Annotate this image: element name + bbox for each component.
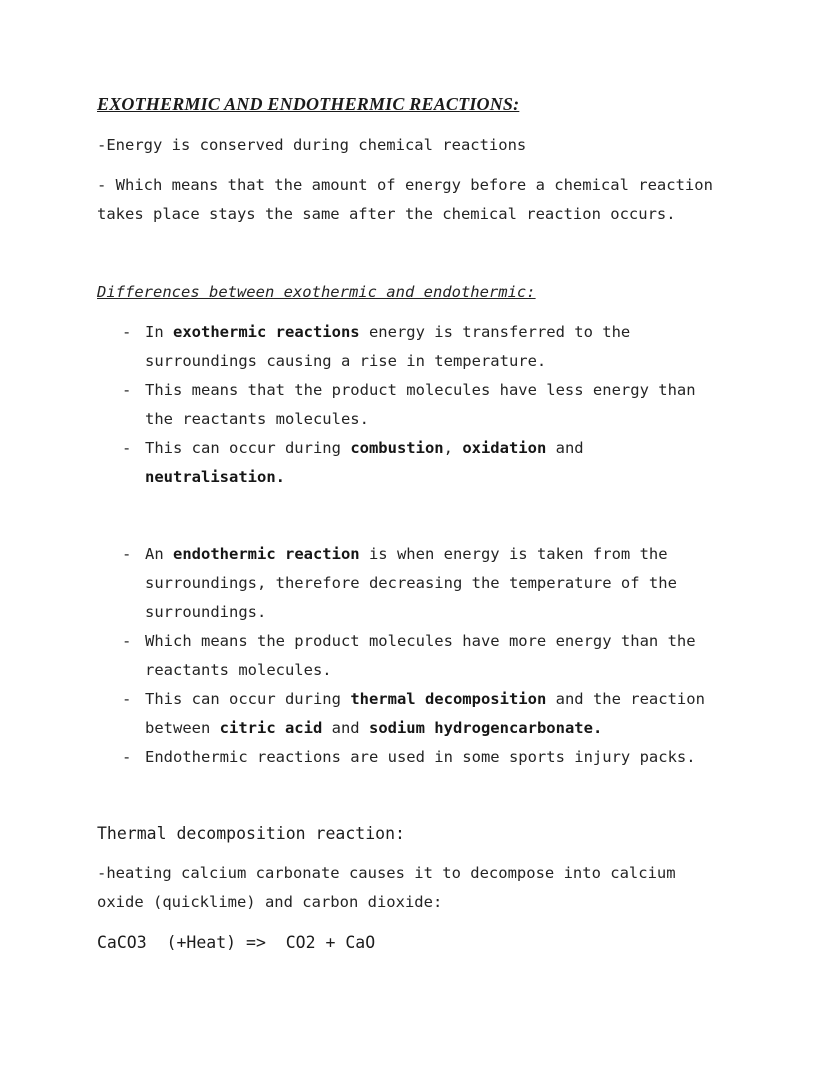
text-segment: and bbox=[546, 439, 584, 457]
list-item-text bbox=[145, 434, 723, 492]
list-item-text bbox=[145, 743, 723, 772]
bold-text-segment: oxidation bbox=[462, 439, 547, 457]
text-segment: and the reaction between bbox=[145, 690, 705, 737]
thermal-heading: Thermal decomposition reaction: bbox=[97, 824, 405, 843]
bold-text-segment: sodium hydrogencarbonate. bbox=[368, 719, 603, 737]
text-segment: , bbox=[443, 439, 463, 457]
intro-line-2: - Which means that the amount of energy before a chemical reaction takes place stays the same after the chemical reaction occurs. bbox=[97, 176, 713, 223]
text-segment: An bbox=[145, 545, 173, 563]
list-item-text bbox=[145, 685, 723, 743]
list-item-text bbox=[145, 540, 723, 627]
text-segment: is when energy is taken from the surroundings, therefore decreasing the temperature of the surroundings. bbox=[145, 545, 677, 621]
exothermic-list bbox=[97, 318, 726, 492]
dash-bullet: - bbox=[122, 632, 132, 650]
list-item-text bbox=[145, 376, 723, 434]
dash-bullet: - bbox=[122, 381, 132, 399]
endothermic-list bbox=[97, 540, 726, 772]
bold-text-segment: exothermic reactions bbox=[173, 323, 360, 341]
bold-text-segment: neutralisation. bbox=[145, 468, 285, 486]
list-item bbox=[122, 318, 726, 376]
text-segment: Endothermic reactions are used in some sports injury packs. bbox=[145, 748, 696, 766]
bold-text-segment: citric acid bbox=[219, 719, 323, 737]
dash-bullet: - bbox=[122, 323, 132, 341]
list-item bbox=[122, 685, 726, 743]
page-title: EXOTHERMIC AND ENDOTHERMIC REACTIONS: bbox=[97, 94, 520, 114]
bold-text-segment: thermal decomposition bbox=[350, 690, 547, 708]
text-segment: Which means the product molecules have more energy than the reactants molecules. bbox=[145, 632, 696, 679]
dash-bullet: - bbox=[122, 690, 132, 708]
dash-bullet: - bbox=[122, 545, 132, 563]
text-segment: and bbox=[322, 719, 369, 737]
list-item bbox=[122, 627, 726, 685]
chemical-equation: CaCO3 (+Heat) => CO2 + CaO bbox=[97, 933, 376, 952]
dash-bullet: - bbox=[122, 439, 132, 457]
bold-text-segment: combustion bbox=[350, 439, 444, 457]
list-item bbox=[122, 434, 726, 492]
intro-line-1: -Energy is conserved during chemical reactions bbox=[97, 136, 527, 154]
text-segment: This can occur during bbox=[145, 690, 351, 708]
text-segment: This means that the product molecules have less energy than the reactants molecules. bbox=[145, 381, 696, 428]
dash-bullet: - bbox=[122, 748, 132, 766]
text-segment: In bbox=[145, 323, 173, 341]
text-segment: This can occur during bbox=[145, 439, 351, 457]
list-item bbox=[122, 540, 726, 627]
differences-heading: Differences between exothermic and endothermic: bbox=[97, 283, 536, 301]
list-item-text bbox=[145, 627, 723, 685]
text-segment: energy is transferred to the surroundings causing a rise in temperature. bbox=[145, 323, 631, 370]
list-item bbox=[122, 743, 726, 772]
thermal-description: -heating calcium carbonate causes it to decompose into calcium oxide (quicklime) and carbon dioxide: bbox=[97, 864, 676, 911]
list-item-text bbox=[145, 318, 723, 376]
list-item bbox=[122, 376, 726, 434]
bold-text-segment: endothermic reaction bbox=[173, 545, 360, 563]
